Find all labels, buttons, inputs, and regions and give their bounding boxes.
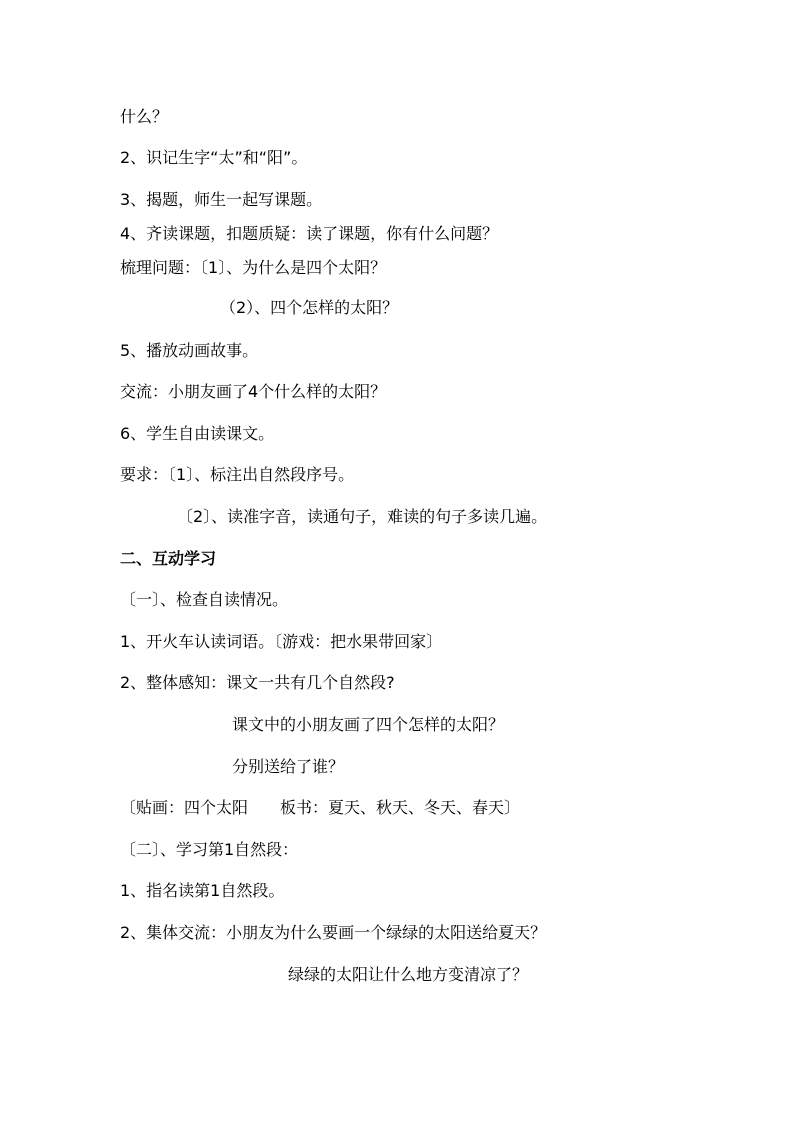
text-line: 要求：〔1〕、标注出自然段序号。: [120, 465, 355, 484]
text-line: 1、指名读第1自然段。: [120, 881, 285, 900]
text-line: 6、学生自由读课文。: [120, 424, 275, 443]
text-line: （2）、四个怎样的太阳？: [220, 298, 399, 317]
text-line: 梳理问题：〔1〕、为什么是四个太阳？: [120, 258, 387, 277]
text-line: 5、播放动画故事。: [120, 341, 259, 360]
text-line: 1、开火车认读词语。〔游戏：把水果带回家〕: [120, 632, 443, 651]
text-line: 交流：小朋友画了4个什么样的太阳？: [120, 382, 387, 401]
text-line: 2、集体交流：小朋友为什么要画一个绿绿的太阳送给夏天？: [120, 923, 547, 942]
text-line: 〔贴画：四个太阳 板书：夏天、秋天、冬天、春天〕: [120, 798, 521, 817]
text-line: 2、识记生字“太”和“阳”。: [120, 148, 308, 167]
text-line: 3、揭题，师生一起写课题。: [120, 190, 323, 209]
text-line: 〔2〕、读准字音，读通句子，难读的句子多读几遍。: [177, 507, 548, 526]
text-line: 2、整体感知：课文一共有几个自然段?: [120, 673, 395, 692]
text-line: 绿绿的太阳让什么地方变清凉了？: [288, 965, 529, 984]
text-line: 4、齐读课题，扣题质疑：读了课题，你有什么问题？: [120, 224, 499, 243]
text-line: 课文中的小朋友画了四个怎样的太阳？: [232, 715, 505, 734]
section-heading: 二、互动学习: [120, 549, 217, 568]
text-line: 分别送给了谁？: [232, 757, 345, 776]
text-line: 〔二〕、学习第1自然段：: [120, 840, 299, 859]
text-line: 什么？: [120, 107, 169, 126]
text-line: 〔一〕、检查自读情况。: [120, 590, 289, 609]
